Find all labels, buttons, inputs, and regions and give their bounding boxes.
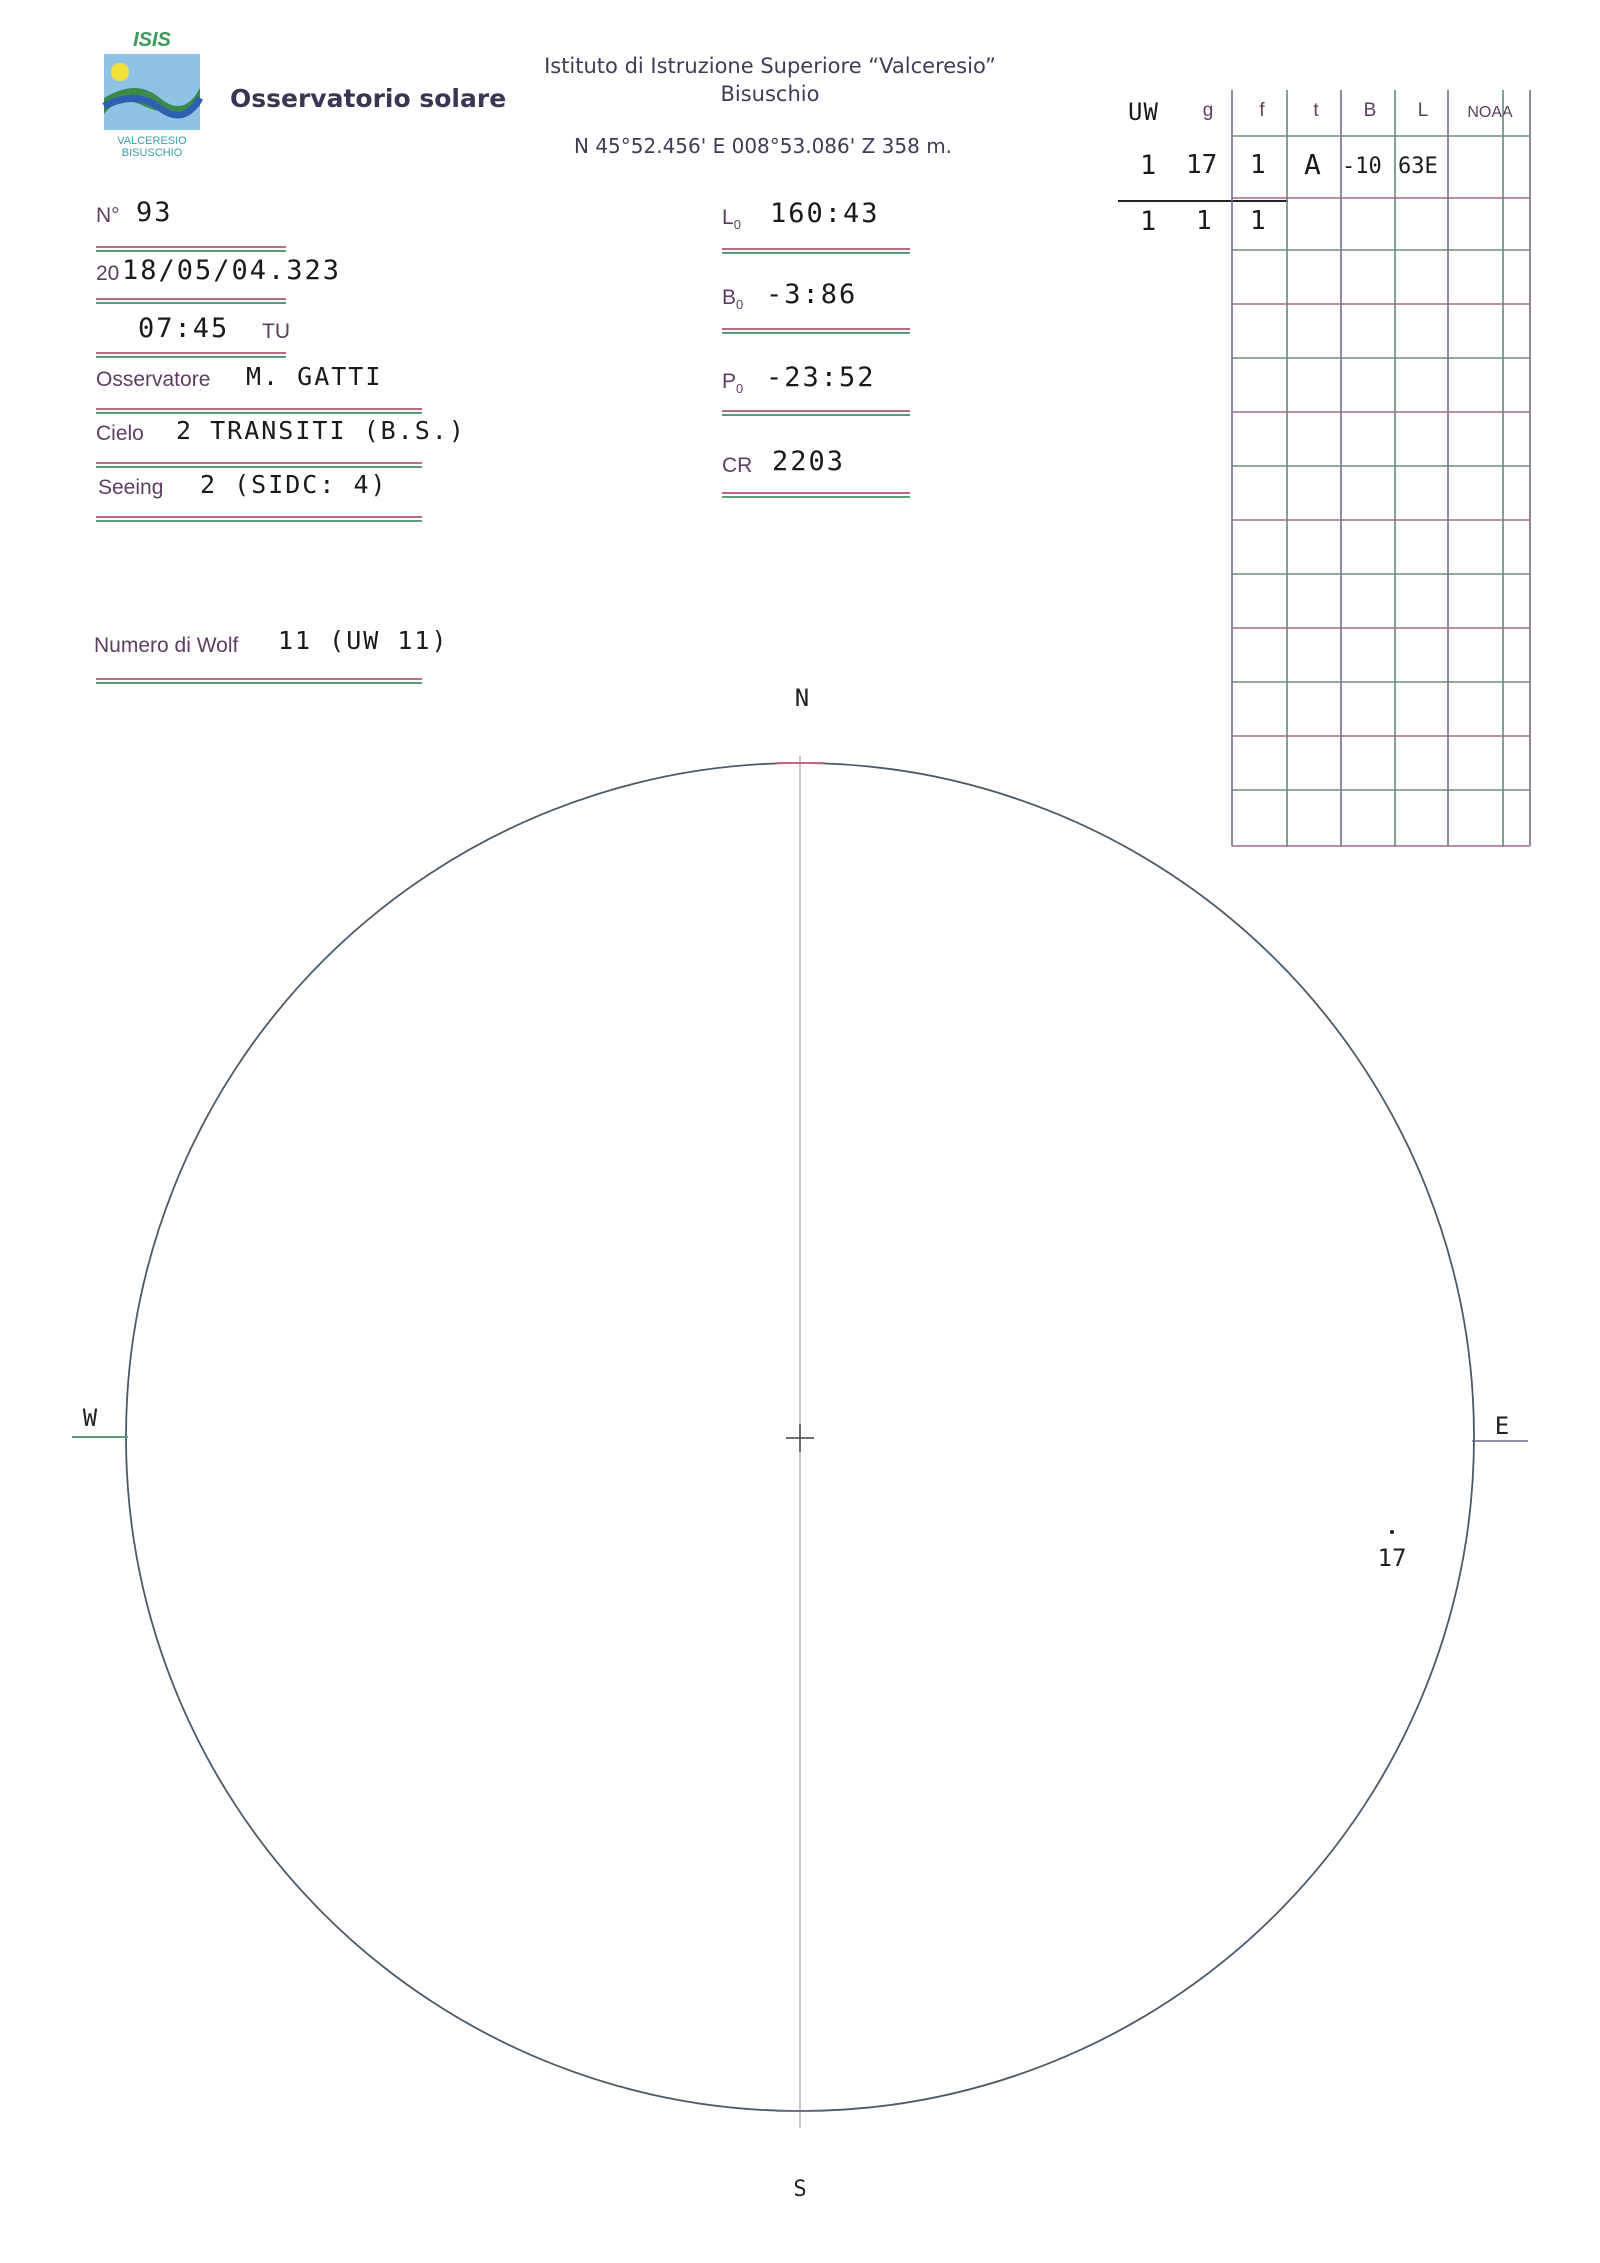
- row2-g: 1: [1196, 206, 1214, 236]
- seeing-value: 2 (SIDC: 4): [200, 470, 388, 499]
- west-label: W: [82, 1404, 98, 1432]
- l0-sub: 0: [733, 217, 741, 233]
- logo-sub2: BISUSCHIO: [121, 147, 183, 159]
- cr-label: CR: [722, 454, 753, 477]
- south-label: S: [793, 2177, 807, 2202]
- date-value: 18/05/04.323: [122, 255, 342, 286]
- row1-f: 1: [1250, 150, 1268, 180]
- observatory-title: Osservatorio solare: [230, 84, 507, 113]
- number-value: 93: [136, 197, 173, 228]
- logo-text: ISIS: [133, 29, 171, 51]
- wolf-label: Numero di Wolf: [94, 634, 239, 657]
- time-unit: TU: [262, 320, 290, 343]
- logo-sub1: VALCERESIO: [117, 135, 187, 147]
- row2-f: 1: [1250, 206, 1268, 236]
- number-label: N°: [96, 204, 120, 227]
- p0-value: -23:52: [766, 362, 876, 393]
- time-value: 07:45: [138, 313, 230, 344]
- row1-l: 63E: [1398, 154, 1438, 179]
- row1-t: A: [1304, 148, 1323, 181]
- institute-name: Istituto di Istruzione Superiore “Valceresio”: [544, 54, 996, 78]
- seeing-label: Seeing: [98, 476, 164, 499]
- east-label: E: [1494, 1412, 1510, 1440]
- north-label: N: [794, 684, 810, 712]
- row2-uw: 1: [1140, 206, 1159, 237]
- sky-label: Cielo: [96, 422, 144, 445]
- cr-value: 2203: [772, 446, 846, 477]
- l0-value: 160:43: [770, 198, 880, 229]
- group-label: 17: [1377, 1544, 1407, 1572]
- table-header-f: f: [1259, 100, 1265, 121]
- wolf-value: 11 (UW 11): [278, 626, 449, 655]
- l0-letter: L: [722, 206, 734, 229]
- observer-value: M. GATTI: [246, 362, 383, 391]
- sky-value: 2 TRANSITI (B.S.): [176, 416, 466, 445]
- site-coordinates: N 45°52.456' E 008°53.086' Z 358 m.: [574, 134, 953, 158]
- institute-town: Bisuschio: [720, 82, 820, 106]
- row1-uw: 1: [1140, 150, 1159, 181]
- table-header-b: B: [1363, 100, 1377, 121]
- b0-letter: B: [722, 286, 737, 309]
- row1-b: -10: [1342, 154, 1382, 179]
- p0-sub: 0: [736, 381, 744, 397]
- table-header-noaa: NOAA: [1467, 104, 1513, 121]
- table-header-l: L: [1417, 100, 1429, 121]
- table-header-t: t: [1313, 100, 1319, 121]
- b0-sub: 0: [736, 297, 744, 313]
- date-prefix: 20: [96, 262, 120, 285]
- b0-value: -3:86: [766, 279, 858, 310]
- row1-g: 17: [1186, 150, 1218, 180]
- table-header-g: g: [1202, 100, 1214, 121]
- observer-label: Osservatore: [96, 368, 211, 391]
- table-header-uw: UW: [1128, 98, 1159, 126]
- sunspot-group-17: [1390, 1530, 1394, 1534]
- p0-letter: P: [722, 370, 737, 393]
